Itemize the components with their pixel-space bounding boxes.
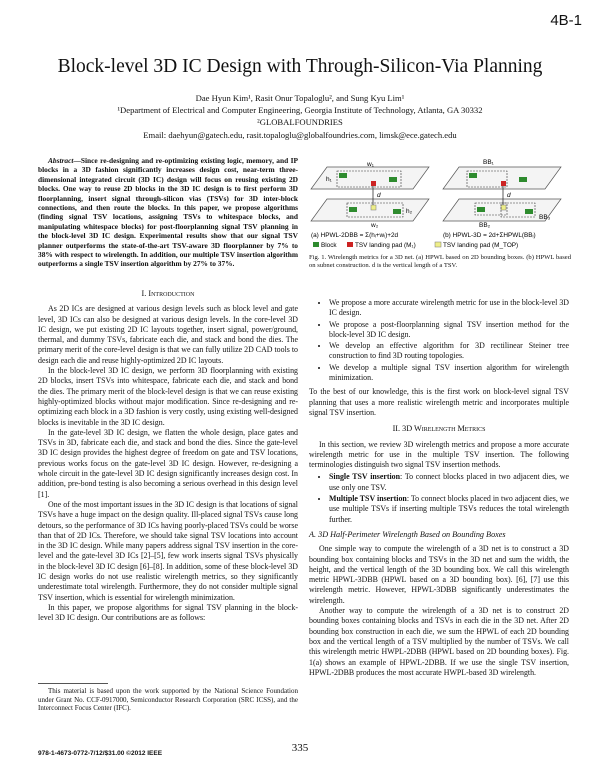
- block: [339, 173, 347, 178]
- bb3-label: BB₃: [539, 214, 551, 221]
- intro-paragraph-4: One of the most important issues in the 3D IC design is that locations of signal TSVs have a huge impact on the design quality. Ill-placed signal TSVs cause long detours, so the performance of 3D ICs having poorly-placed TSVs could be worse than that of 2D ICs. Therefore, we should take signal TSV locations into account in the 3D IC design. While many papers address signal TSV insertion in the core-level and the gate-level 3D ICs [2]–[5], few work inserts signal TSVs physically in the block-level 3D IC design [6]–[8]. In addition, some of these block-level 3D IC design works do not use realistic wirelength metrics, so they significantly underestimate total wirelength. Furthermore, they do not consider multiple signal TSV insertion, which is essential for wirelength minimization.: [38, 499, 298, 602]
- footer-isbn: 978-1-4673-0772-7/12/$31.00 ©2012 IEEE: [38, 750, 163, 757]
- tsv-pad-top: [371, 205, 376, 210]
- section-2-paragraph-1: In this section, we review 3D wirelength metrics and propose a more accurate wirelength metric for use in the multiple TSV insertion. The following terminologies distinguish two signal TSV insertion methods.: [309, 439, 569, 470]
- intro-paragraph-5: In this paper, we propose algorithms for signal TSV planning in the block-level 3D IC design. Our contributions are as follows:: [38, 602, 298, 623]
- figure-caption: Fig. 1. Wirelength metrics for a 3D net. (a) HPWL based on 2D bounding boxes. (b) HPWL based on subnet construction. d is the vertical length of a TSV.: [309, 254, 571, 270]
- abstract: [38, 156, 298, 269]
- contributions-list: [309, 298, 569, 383]
- session-tag: 4B-1: [550, 12, 582, 29]
- figure-1-diagram: [309, 153, 571, 249]
- footnote-rule: [38, 683, 108, 684]
- def1-term: Single TSV insertion: [329, 472, 401, 482]
- right-column-text: [309, 296, 569, 678]
- definitions-list: [309, 472, 569, 524]
- figure-b-dies: [443, 159, 561, 229]
- definition-multiple-tsv: [329, 494, 569, 525]
- block: [469, 173, 477, 178]
- contribution-item: • We develop an effective algorithm for 3D rectilinear Steiner tree construction to find 3D routing topologies.: [329, 341, 569, 362]
- d-label-a: d: [377, 192, 381, 199]
- legend-m1: TSV landing pad (M₁): [355, 242, 416, 249]
- affiliation-1: ¹Department of Electrical and Computer Engineering, Georgia Institute of Technology, Atlanta, GA 30332: [117, 105, 483, 116]
- abstract-lead: Abstract—: [48, 156, 81, 165]
- figure-1: [309, 153, 571, 273]
- intro-paragraph-3: In the gate-level 3D IC design, we flatten the whole design, place gates and TSVs in 3D, fabricate each die, and stack and bond the dies. Since the gate-level 3D IC design provides the highest degree of freedom on gate and TSV locations, previous works focus on the gate-level 3D IC design. However, re-designing a whole circuit in the gate-level 3D IC design significantly increases design cost. In addition, pre-bond testing is also becoming a serious overhead in this design level [1].: [38, 427, 298, 499]
- contribution-item: • We propose a post-floorplanning signal TSV insertion method for the block-level 3D IC design.: [329, 320, 569, 341]
- def2-text: : To connect blocks placed in two adjacent dies, we use multiple TSVs if inserting multiple TSVs reduces the total wirelength further.: [329, 494, 569, 524]
- intro-heading: I. Introduction: [141, 289, 195, 298]
- bb1-label: BB₁: [483, 159, 494, 166]
- legend-block-swatch: [313, 242, 319, 247]
- h2-label: h₂: [406, 208, 413, 215]
- after-list-paragraph: To the best of our knowledge, this is the first work on block-level signal TSV planning that uses a more realistic wirelength metric and incorporates multiple signal TSV insertion.: [309, 387, 569, 417]
- definition-single-tsv: [329, 472, 569, 493]
- paper-title: Block-level 3D IC Design with Through-Silicon-Via Planning: [57, 56, 543, 77]
- author-block: [0, 92, 600, 141]
- tsv-pad-m1: [501, 181, 506, 186]
- figure-b-label: (b) HPWL-3D = 2d+ΣHPWL(BBᵢ): [443, 232, 536, 239]
- figure-a-label: (a) HPWL-2DBB = Σ(hᵢ+wᵢ)+2d: [311, 232, 399, 239]
- def2-term: Multiple TSV insertion: [329, 494, 407, 504]
- block: [389, 177, 397, 182]
- intro-paragraph-2: In the block-level 3D IC design, we perform 3D floorplanning with existing 2D blocks, insert TSVs into whitespace, fabricate each die, and stack and bond the dies. The primary merit of the block-level design is that we can reuse existing highly-optimized blocks without major modification. Since re-designing and re-optimizing each block in a 3D fashion is very costly, using existing well-designed blocks is inevitable in the 3D IC design.: [38, 366, 298, 427]
- footnote: [38, 687, 298, 713]
- tsv-pad-top: [501, 205, 506, 210]
- h1-label: h₁: [326, 176, 332, 183]
- contribution-item: • We develop a multiple signal TSV insertion algorithm for wirelength minimization.: [329, 363, 569, 384]
- block: [349, 207, 357, 212]
- introduction-section: [38, 283, 298, 624]
- section-2-paragraph-3: Another way to compute the wirelength of a 3D net is to construct 2D bounding boxes containing blocks and TSVs in each die in the 3D net. After 2D bounding box construction in each die, we sum the HPWL of each 2D bounding box and the vertical length of a TSV multiplied by the number of TSVs. We call this wirelength metric HWPL-2DBB (HPWL based on 2D bounding boxes). Fig. 1(a) shows an example of HPWL-2DBB. If we use the single TSV insertion, HPWL-2DBB produces the most accurate HWPL-based 3D wirelength.: [309, 606, 569, 677]
- intro-paragraph-1: As 2D ICs are designed at various design levels such as block level and gate level, 3D ICs can also be designed at various design levels. In the core-level 3D IC design, we put existing 2D IC layouts together, insert signal, power/ground, thermal, and dummy TSVs, fabricate each die, and stack and bond the dies. The primary merit of the core-level design is that we can fully utilize 2D CAD tools to design each die and reuse highly-optimized 2D IC layouts.: [38, 304, 298, 365]
- section-2-heading: II. 3D Wirelength Metrics: [392, 424, 486, 434]
- block: [477, 207, 485, 212]
- block: [393, 209, 401, 214]
- contribution-item: • We propose a more accurate wirelength metric for use in the block-level 3D IC design.: [329, 298, 569, 319]
- w2-label: w₂: [371, 222, 379, 229]
- figure-a-dies: [311, 161, 429, 229]
- affiliation-2: ²GLOBALFOUNDRIES: [257, 117, 343, 128]
- footnote-text: This material is based upon the work supported by the National Science Foundation under Grant No. CCF-0917000, Semiconductor Research Corporation (SRC ICSS), and the Interconnect Focus Center (IFC).: [38, 687, 298, 713]
- legend-top-swatch: [435, 242, 441, 247]
- legend-block: Block: [321, 242, 337, 249]
- legend-m1-swatch: [347, 242, 353, 247]
- page-number: 335: [291, 742, 309, 754]
- block: [525, 209, 533, 214]
- author-names: Dae Hyun Kim¹, Rasit Onur Topaloglu², and Sung Kyu Lim¹: [195, 93, 405, 103]
- abstract-text: Since re-designing and re-optimizing existing logic, memory, and IP blocks in a 3D fashion significantly increases design cost, near-term three-dimensional integrated circuit (3D IC) design will focus on reusing existing 2D blocks. One way to reuse 2D blocks in the 3D IC design is to first perform 3D floorplanning, insert signal through-silicon vias (TSVs) for 3D inter-block connections, and then route the blocks. In this paper, we propose algorithms (finding signal TSV locations, assigning TSVs to whitespace blocks, and manipulating whitespace blocks) for post-floorplanning signal TSV planning in the block-level 3D IC design. Experimental results show that our signal TSV planner outperforms the state-of-the-art TSV-aware 3D floorplanner by 7% to 38% with respect to wirelength. In addition, our multiple TSV insertion algorithm outperforms a single TSV insertion algorithm by 27% to 37%.: [38, 156, 298, 269]
- author-emails: Email: daehyun@gatech.edu, rasit.topaloglu@globalfoundries.com, limsk@ece.gatech.edu: [143, 129, 457, 140]
- tsv-pad-m1: [371, 181, 376, 186]
- def1-text: : To connect blocks placed in two adjacent dies, we use only one TSV.: [329, 472, 569, 492]
- bb2-label: BB₂: [479, 222, 491, 229]
- section-2-paragraph-2: One simple way to compute the wirelength of a 3D net is to construct a 3D bounding box containing blocks and TSVs in the 3D net and sum the width, the height, and the vertical length of the 3D bounding box. We call this wirelength metric HPWL-3DBB (HPWL based on a 3D bounding box). [6], [7] use this wirelength metric. However, HPWL-3DBB significantly underestimates the wirelength.: [309, 544, 569, 605]
- subsection-heading: A. 3D Half-Perimeter Wirelength Based on Bounding Boxes: [309, 529, 506, 539]
- block: [519, 177, 527, 182]
- d-label-b: d: [507, 192, 511, 199]
- w1-label: w₁: [367, 161, 374, 168]
- legend-top: TSV landing pad (M_TOP): [443, 242, 519, 249]
